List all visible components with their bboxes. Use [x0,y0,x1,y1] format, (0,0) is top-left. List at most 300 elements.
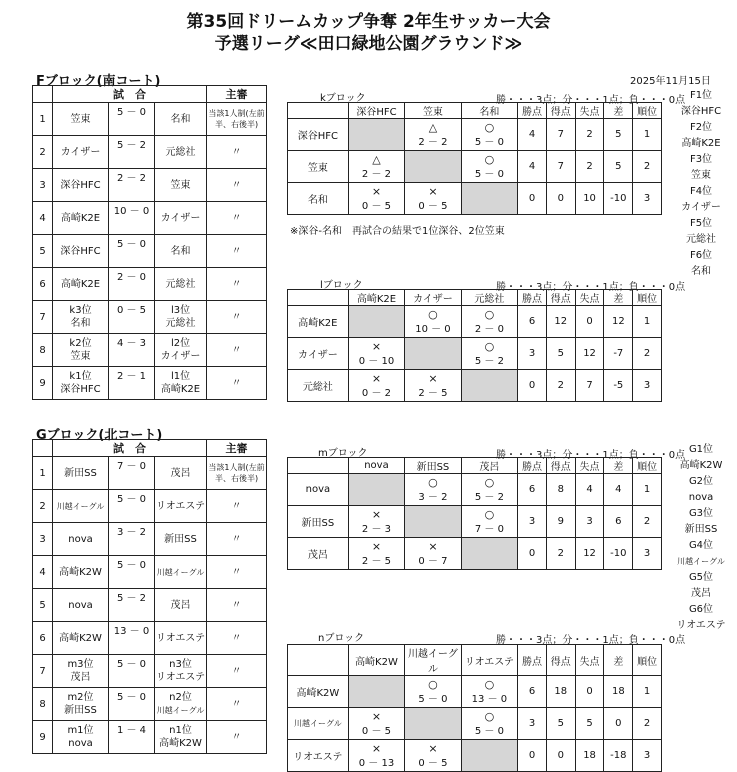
n-points-rule: 勝・・・3点；分・・・1点；負・・・0点 [496,635,686,646]
match-score: 5 － 0 [109,655,155,688]
result-cell [348,740,404,772]
stat-cell: 2 [633,708,662,740]
home-team [53,688,109,721]
stat-cell: 2 [575,119,604,151]
team-name: 笠東 [70,113,91,125]
result-mark: ○ [484,678,495,691]
header-team: 川越イーグル [405,645,461,676]
result-score: 0 － 5 [418,758,448,769]
result-cell [405,306,461,338]
header-team: 笠東 [405,103,461,119]
stat-cell: 1 [633,119,662,151]
stat-cell: 5 [575,708,604,740]
team-name: 高崎K2W [59,566,102,578]
table-row [33,268,267,301]
self-match-cell [461,740,517,772]
match-score: 5 － 0 [109,103,155,136]
match-number: 6 [33,622,53,655]
referee-ditto: 〃 [207,655,267,688]
n-block-league-table [287,644,662,772]
result-score: 0 － 7 [418,556,448,567]
home-team [53,523,109,556]
match-score: 4 － 3 [109,334,155,367]
l-block-league-table [287,289,662,402]
match-score: 5 － 2 [109,136,155,169]
header-referee: 主審 [207,440,267,457]
team-name: 高崎K2E [60,278,101,290]
rank-team: 笠東 [691,170,711,181]
table-row [33,169,267,202]
team-name: 名和 [170,113,191,125]
header-blank [33,86,53,103]
match-number: 7 [33,655,53,688]
home-team [53,268,109,301]
team-name: リオエステ [155,632,206,644]
self-match-cell [405,151,461,183]
rank-label: G5位 [688,572,714,583]
match-number: 4 [33,556,53,589]
header-stat: 差 [604,458,633,474]
table-row [288,538,662,570]
result-cell [405,474,461,506]
table-row [288,676,662,708]
match-score: 3 － 2 [109,523,155,556]
match-score: 13 － 0 [109,622,155,655]
stat-cell: 7 [546,119,575,151]
team-name: 元総社 [165,278,196,290]
result-mark: ○ [484,476,495,489]
header-match: 試 合 [53,440,207,457]
home-team [53,655,109,688]
match-score: 2 － 2 [109,169,155,202]
rank-label: F3位 [689,154,713,165]
header-stat: 勝点 [518,103,547,119]
result-mark: × [371,372,382,385]
team-name: 元総社 [165,146,196,158]
seed-label: k1位 [69,371,92,382]
match-number: 9 [33,721,53,754]
header-stat: 失点 [575,290,604,306]
home-team [53,622,109,655]
rank-team: カイザー [681,202,721,213]
home-team [53,202,109,235]
header-stat: 順位 [633,290,662,306]
referee-ditto: 〃 [207,721,267,754]
rank-label: F6位 [689,250,713,261]
away-team [155,268,207,301]
header-match: 試 合 [53,86,207,103]
away-team [155,523,207,556]
stat-cell: 7 [546,151,575,183]
home-team [53,457,109,490]
result-mark: ○ [428,308,438,321]
result-mark: ○ [428,476,438,489]
header-stat: 順位 [633,103,662,119]
team-name: リオエステ [155,672,206,683]
away-team [155,688,207,721]
stat-cell: 2 [575,151,604,183]
self-match-cell [348,474,404,506]
team-name: nova [68,599,93,611]
team-name: 茂呂 [170,599,191,611]
away-team [155,367,207,400]
away-team [155,556,207,589]
self-match-cell [405,708,461,740]
stat-cell: 0 [518,740,547,772]
table-row [33,556,267,589]
self-match-cell [461,370,517,402]
result-cell [461,474,517,506]
away-team [155,202,207,235]
header-stat: 得点 [546,103,575,119]
header-team: リオエステ [461,645,517,676]
stat-cell: 5 [546,338,575,370]
row-team: 新田SS [288,506,349,538]
referee-ditto: 〃 [207,556,267,589]
result-cell [405,538,461,570]
seed-label: n3位 [169,659,192,670]
referee-ditto: 〃 [207,136,267,169]
stat-cell: 3 [633,370,662,402]
stat-cell: 7 [575,370,604,402]
header-stat: 得点 [546,645,575,676]
result-mark: × [371,185,382,198]
team-name: 深谷HFC [60,179,101,191]
result-cell [348,506,404,538]
k-points-rule: 勝・・・3点；分・・・1点；負・・・0点 [496,95,686,106]
stat-cell: 6 [518,676,547,708]
stat-cell: 18 [575,740,604,772]
header-team: カイザー [405,290,461,306]
header-blank [288,103,349,119]
result-score: 5 － 0 [474,137,504,148]
team-name: 高崎K2E [60,212,101,224]
team-name: 茂呂 [70,672,91,683]
stat-cell: 4 [604,474,633,506]
referee-ditto: 〃 [207,268,267,301]
table-row [33,367,267,400]
stat-cell: 1 [633,676,662,708]
result-mark: △ [372,153,381,166]
table-row [33,721,267,754]
self-match-cell [461,183,517,215]
result-score: 0 － 10 [358,356,395,367]
k-block-note: ※深谷-名和 再試合の結果で1位深谷、2位笠東 [290,226,505,237]
team-name: カイザー [160,351,201,362]
result-mark: × [371,508,382,521]
result-cell [348,708,404,740]
team-name: 茂呂 [170,467,191,479]
stat-cell: 3 [518,338,547,370]
result-cell [348,151,404,183]
rank-team: nova [688,492,714,503]
seed-label: k2位 [69,338,92,349]
match-number: 2 [33,136,53,169]
m-block-name: mブロック [318,448,368,459]
result-score: 0 － 5 [418,201,448,212]
referee-ditto: 〃 [207,622,267,655]
home-team [53,235,109,268]
team-name: 高崎K2W [59,632,102,644]
row-team: 高崎K2W [288,676,349,708]
rank-label: G3位 [688,508,714,519]
table-row [33,103,267,136]
rank-team: 高崎K2E [681,138,721,149]
header-team: 高崎K2E [348,290,404,306]
referee-rule: 当該1人制(左前半、右後半) [207,457,267,490]
team-name: 高崎K2E [160,384,201,395]
result-cell [405,676,461,708]
result-cell [461,676,517,708]
stat-cell: 5 [604,119,633,151]
referee-rule: 当該1人制(左前半、右後半) [207,103,267,136]
header-stat: 差 [604,290,633,306]
home-team [53,589,109,622]
stat-cell: 2 [633,338,662,370]
stat-cell: 2 [546,538,575,570]
away-team [155,721,207,754]
home-team [53,556,109,589]
rank-label: F4位 [689,186,713,197]
stat-cell: 2 [633,151,662,183]
k-block-league-table [287,102,662,215]
stat-cell: 0 [575,676,604,708]
team-name: 川越イーグル [156,567,205,577]
table-row [288,183,662,215]
table-row [33,490,267,523]
row-team: 高崎K2E [288,306,349,338]
stat-cell: 0 [546,183,575,215]
row-team: カイザー [288,338,349,370]
away-team [155,136,207,169]
header-stat: 差 [604,103,633,119]
match-score: 5 － 0 [109,556,155,589]
header-stat: 勝点 [518,290,547,306]
header-blank [288,458,349,474]
result-cell [348,370,404,402]
seed-label: l2位 [170,338,191,349]
n-block-name: nブロック [318,633,365,644]
rank-label: G1位 [688,444,714,455]
match-number: 5 [33,589,53,622]
m-points-rule: 勝・・・3点；分・・・1点；負・・・0点 [496,450,686,461]
stat-cell: 4 [575,474,604,506]
header-stat: 勝点 [518,645,547,676]
stat-cell: -10 [604,538,633,570]
stat-cell: 0 [546,740,575,772]
result-mark: × [371,742,382,755]
table-row [288,338,662,370]
stat-cell: 12 [575,538,604,570]
referee-ditto: 〃 [207,202,267,235]
table-row [33,202,267,235]
table-row [33,688,267,721]
table-row [33,457,267,490]
self-match-cell [348,676,404,708]
result-mark: × [371,340,382,353]
result-cell [348,338,404,370]
team-name: カイザー [160,212,201,224]
stat-cell: -18 [604,740,633,772]
table-row [288,474,662,506]
away-team [155,457,207,490]
header-team: 茂呂 [461,458,517,474]
header-stat: 得点 [546,458,575,474]
home-team [53,103,109,136]
rank-team: 茂呂 [691,588,711,599]
match-score: 10 － 0 [109,202,155,235]
date: 2025年11月15日 [630,76,711,87]
team-name: 元総社 [165,318,196,329]
team-name: nova [68,533,93,545]
result-mark: ○ [484,508,495,521]
stat-cell: 10 [575,183,604,215]
team-name: リオエステ [155,500,206,512]
match-number: 5 [33,235,53,268]
page-subtitle: 予選リーグ≪田口緑地公園グラウンド≫ [214,34,523,54]
result-score: 2 － 2 [361,169,392,180]
match-score: 5 － 0 [109,490,155,523]
team-name: 新田SS [64,705,97,716]
table-row [33,589,267,622]
header-team: 元総社 [461,290,517,306]
result-score: 7 － 0 [474,524,504,535]
home-team [53,367,109,400]
away-team [155,103,207,136]
team-name: 新田SS [64,467,97,479]
result-mark: × [371,540,382,553]
result-cell [461,119,517,151]
result-cell [461,151,517,183]
rank-label: F2位 [689,122,713,133]
header-stat: 順位 [633,458,662,474]
home-team [53,721,109,754]
team-name: カイザー [60,146,101,158]
away-team [155,490,207,523]
rank-team: 川越イーグル [677,557,725,566]
stat-cell: 2 [546,370,575,402]
row-team: 元総社 [288,370,349,402]
result-cell [405,183,461,215]
rank-team: 元総社 [686,234,716,245]
table-row [33,655,267,688]
result-score: 10 － 0 [415,324,451,335]
match-score: 5 － 0 [109,235,155,268]
header-stat: 勝点 [518,458,547,474]
team-name: 名和 [70,318,91,329]
result-cell [461,506,517,538]
stat-cell: 0 [518,183,547,215]
away-team [155,589,207,622]
rank-team: 新田SS [684,524,718,535]
match-number: 1 [33,457,53,490]
result-score: 5 － 2 [474,356,504,367]
team-name: 名和 [170,245,191,257]
rank-label: F5位 [689,218,713,229]
g-final-standings [670,442,732,634]
table-row [288,506,662,538]
result-score: 2 － 5 [361,556,392,567]
rank-label: F1位 [689,90,713,101]
stat-cell: 1 [633,306,662,338]
f-block-heading: Fブロック(南コート) [36,74,161,89]
stat-cell: 4 [518,119,547,151]
stat-cell: 6 [518,474,547,506]
table-row [33,235,267,268]
rank-label: G4位 [688,540,714,551]
result-cell [405,740,461,772]
match-number: 2 [33,490,53,523]
referee-ditto: 〃 [207,688,267,721]
row-team: 深谷HFC [288,119,349,151]
rank-team: 名和 [691,266,711,277]
header-team: 名和 [461,103,517,119]
result-mark: ○ [484,121,495,134]
result-mark: × [428,742,438,755]
result-mark: × [428,185,438,198]
team-name: 深谷HFC [60,384,101,395]
stat-cell: -10 [604,183,633,215]
rank-label: G2位 [688,476,714,487]
stat-cell: 8 [546,474,575,506]
table-row [288,151,662,183]
header-stat: 差 [604,645,633,676]
seed-label: l3位 [170,305,191,316]
f-final-standings [670,88,732,280]
referee-ditto: 〃 [207,235,267,268]
header-blank [288,645,349,676]
result-score: 5 － 0 [474,169,504,180]
m-block-league-table [287,457,662,570]
result-mark: ○ [484,153,495,166]
referee-ditto: 〃 [207,589,267,622]
row-team: 茂呂 [288,538,349,570]
match-number: 3 [33,523,53,556]
l-block-name: lブロック [320,280,363,291]
stat-cell: 18 [604,676,633,708]
referee-ditto: 〃 [207,169,267,202]
stat-cell: 12 [546,306,575,338]
referee-ditto: 〃 [207,334,267,367]
header-team: nova [348,458,404,474]
home-team [53,136,109,169]
result-mark: × [428,540,438,553]
team-name: 深谷HFC [60,245,101,257]
table-row [288,740,662,772]
home-team [53,490,109,523]
header-referee: 主審 [207,86,267,103]
row-team: 名和 [288,183,349,215]
result-score: 5 － 0 [418,694,448,705]
header-stat: 失点 [575,103,604,119]
team-name: 高崎K2W [159,738,202,749]
referee-ditto: 〃 [207,523,267,556]
match-score: 2 － 1 [109,367,155,400]
self-match-cell [405,338,461,370]
result-mark: △ [428,121,438,134]
result-mark: ○ [484,340,495,353]
result-score: 2 － 2 [418,137,448,148]
team-name: 川越イーグル [156,706,205,715]
home-team [53,169,109,202]
seed-label: n2位 [169,692,192,703]
stat-cell: 6 [518,306,547,338]
stat-cell: 12 [575,338,604,370]
table-row [33,136,267,169]
stat-cell: 3 [633,183,662,215]
away-team [155,334,207,367]
result-mark: ○ [428,678,438,691]
